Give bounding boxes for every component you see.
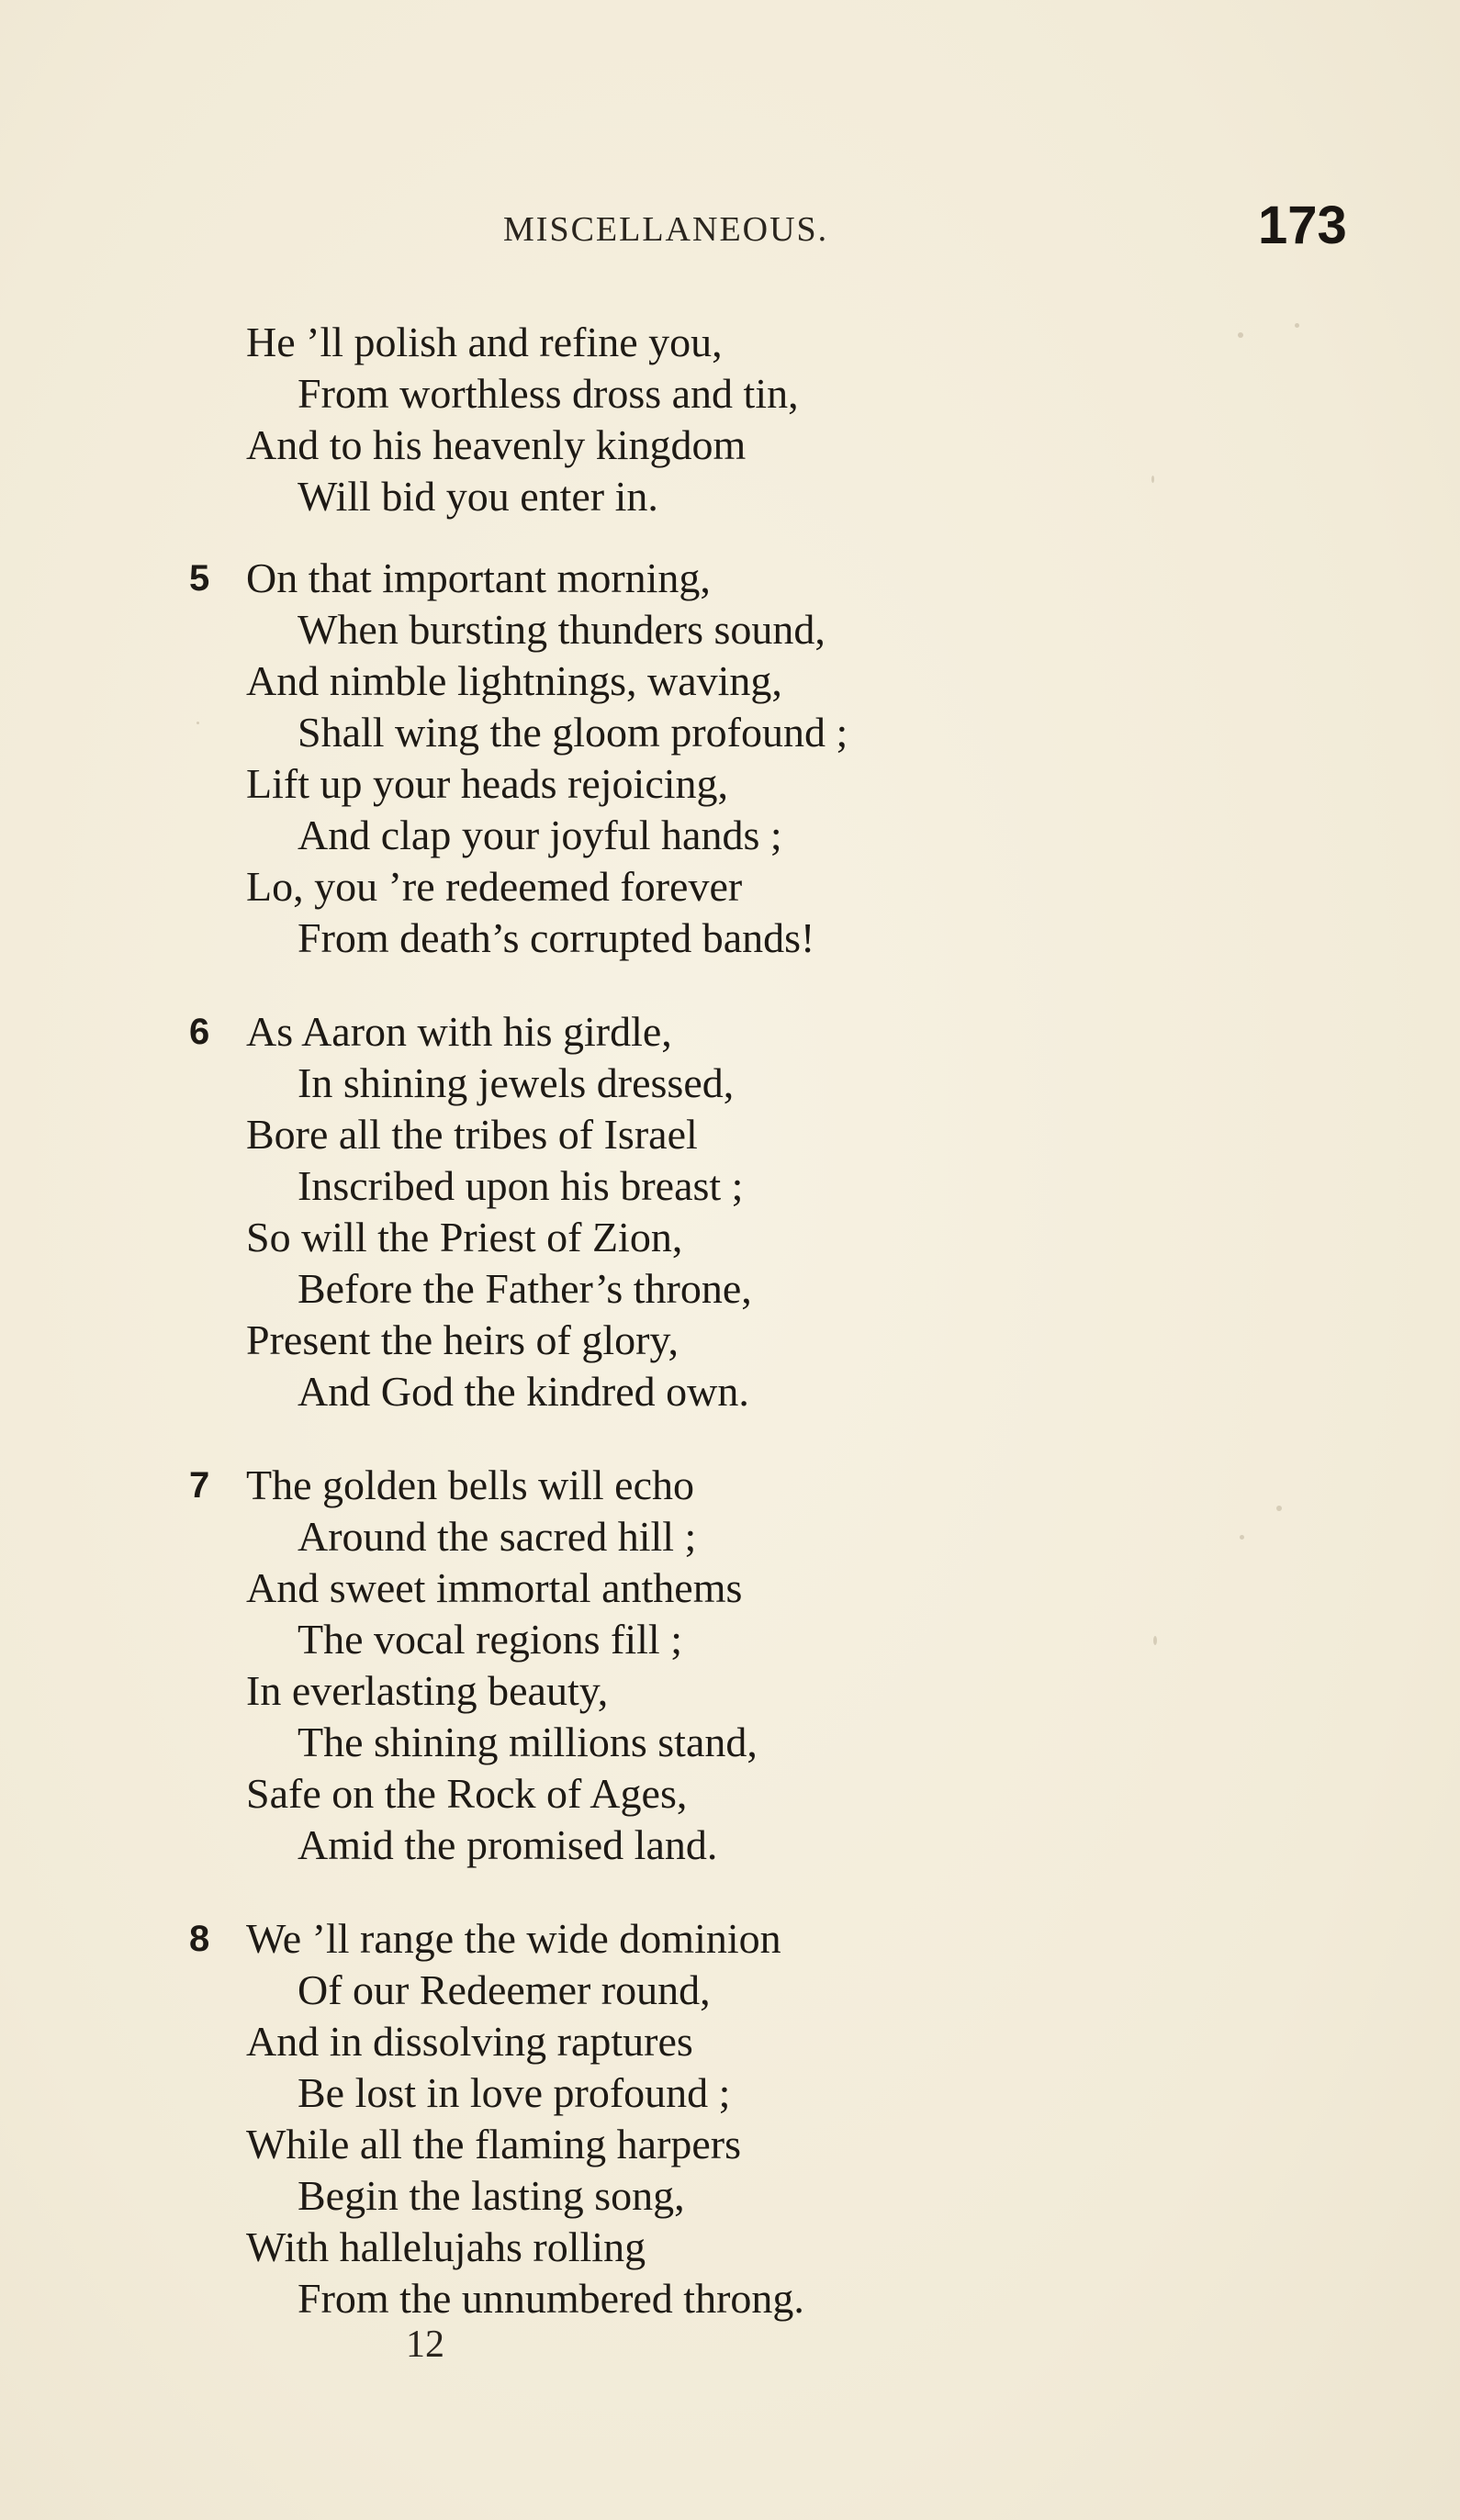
verse-line: From death’s corrupted bands! (298, 914, 815, 961)
signature-mark: 12 (406, 2324, 444, 2366)
stanza-number: 5 (189, 558, 210, 599)
verse-line: Safe on the Rock of Ages, (246, 1770, 688, 1817)
verse-line: We ’ll range the wide dominion (246, 1915, 781, 1962)
verse-line: Around the sacred hill ; (298, 1513, 697, 1560)
paper-speck (1295, 323, 1299, 328)
paper-speck (1238, 332, 1243, 338)
paper-speck (1153, 1636, 1157, 1645)
verse-line: Amid the promised land. (298, 1821, 718, 1868)
verse-line: Bore all the tribes of Israel (246, 1111, 698, 1158)
verse-line: With hallelujahs rolling (246, 2223, 646, 2270)
verse-line: From worthless dross and tin, (298, 370, 799, 417)
verse-line: As Aaron with his girdle, (246, 1008, 672, 1055)
verse-line: Lift up your heads rejoicing, (246, 760, 729, 807)
verse-line: The vocal regions fill ; (298, 1616, 682, 1663)
verse-line: In shining jewels dressed, (298, 1059, 735, 1106)
verse-line: Be lost in love profound ; (298, 2069, 731, 2116)
verse-line: And clap your joyful hands ; (298, 812, 782, 858)
verse-line: Of our Redeemer round, (298, 1966, 711, 2013)
verse-line: And in dissolving raptures (246, 2018, 693, 2065)
paper-speck (1151, 476, 1154, 483)
verse-line: Begin the lasting song, (298, 2172, 685, 2219)
stanza-number: 8 (189, 1919, 210, 1959)
verse-line: Lo, you ’re redeemed forever (246, 863, 743, 910)
verse-line: When bursting thunders sound, (298, 606, 825, 653)
verse-line: Present the heirs of glory, (246, 1316, 679, 1363)
verse-line: In everlasting beauty, (246, 1667, 609, 1714)
verse-line: He ’ll polish and refine you, (246, 319, 723, 365)
verse-line: So will the Priest of Zion, (246, 1214, 683, 1260)
verse-line: Shall wing the gloom profound ; (298, 709, 848, 756)
verse-line: Will bid you enter in. (298, 473, 658, 520)
verse-line: The shining millions stand, (298, 1719, 758, 1765)
stanza-number: 6 (189, 1012, 210, 1052)
verse-line: Inscribed upon his breast ; (298, 1162, 744, 1209)
paper-speck (1240, 1535, 1244, 1540)
paper-speck (197, 722, 199, 724)
paper-speck (1276, 1506, 1282, 1511)
verse-line: While all the flaming harpers (246, 2121, 742, 2167)
running-title: MISCELLANEOUS. (503, 210, 829, 249)
verse-line: On that important morning, (246, 554, 711, 601)
verse-line: And to his heavenly kingdom (246, 421, 747, 468)
verse-line: And God the kindred own. (298, 1368, 749, 1415)
verse-line: From the unnumbered throng. (298, 2275, 804, 2322)
verse-line: Before the Father’s throne, (298, 1265, 752, 1312)
page-number: 173 (1258, 196, 1347, 255)
verse-line: The golden bells will echo (246, 1462, 694, 1508)
verse-line: And sweet immortal anthems (246, 1564, 743, 1611)
verse-line: And nimble lightnings, waving, (246, 657, 782, 704)
stanza-number: 7 (189, 1465, 210, 1506)
